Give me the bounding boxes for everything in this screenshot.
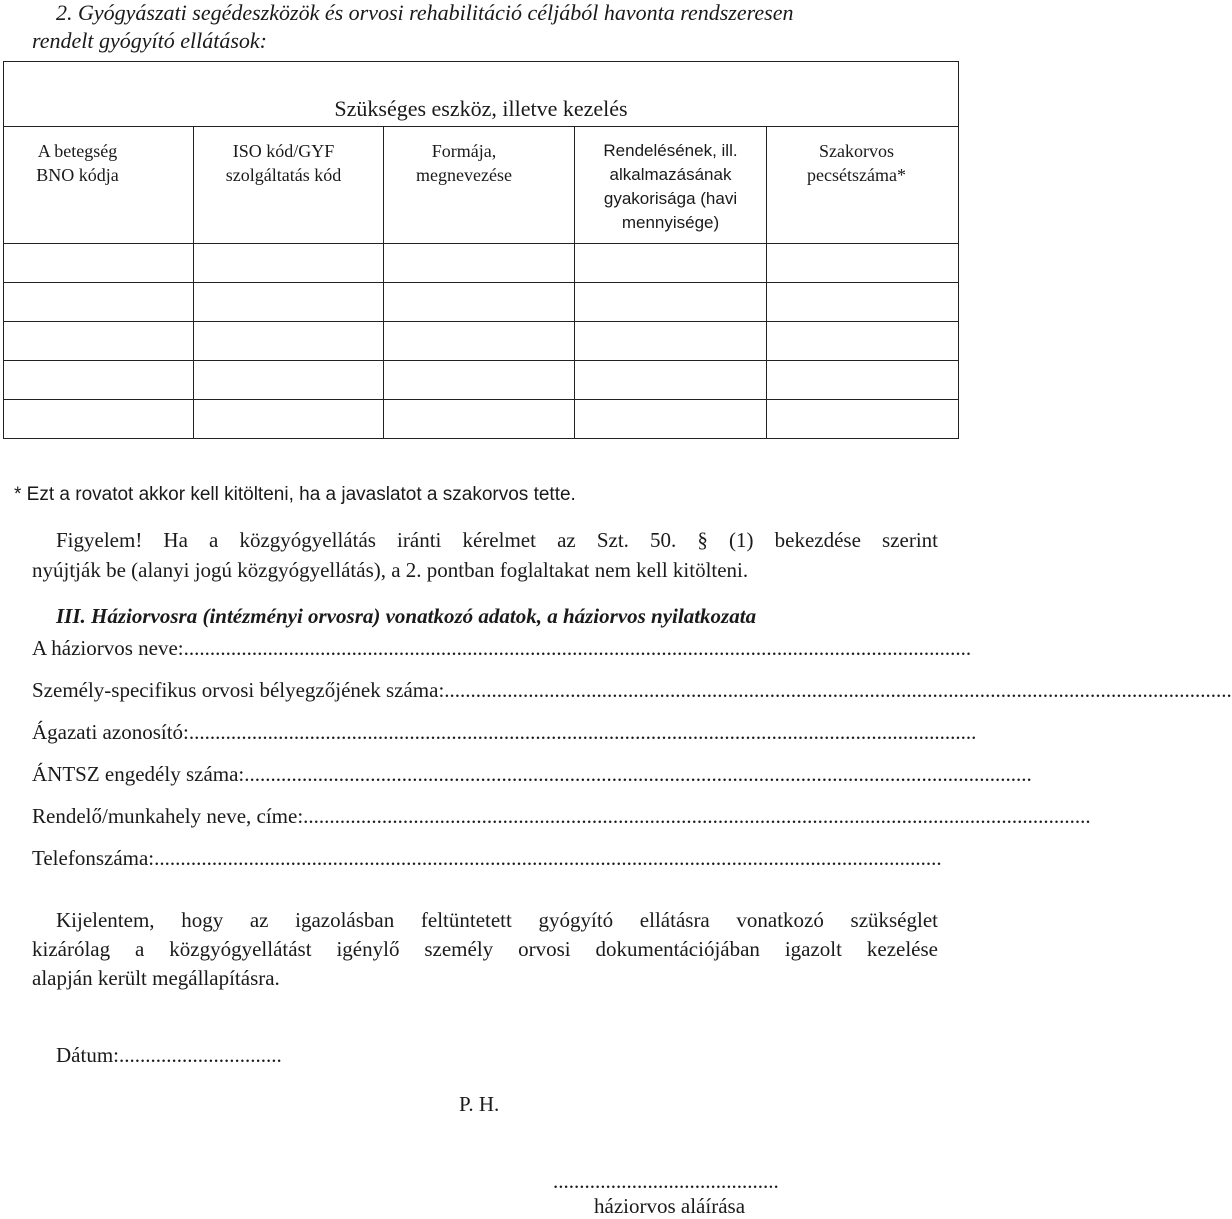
- field-office-address: [32, 803, 1091, 829]
- signature-label: háziorvos aláírása: [594, 1194, 746, 1218]
- column-header-iso: [194, 127, 384, 244]
- field-sector-id: [32, 719, 977, 745]
- table-cell[interactable]: [767, 322, 959, 361]
- table-cell[interactable]: [4, 361, 194, 400]
- field-phone: [32, 845, 942, 871]
- field-label: Ágazati azonosító:: [32, 720, 189, 744]
- stamp-placeholder: P. H.: [459, 1092, 500, 1116]
- table-cell[interactable]: [4, 322, 194, 361]
- table-cell[interactable]: [4, 400, 194, 439]
- column-header-label: A betegség BNO kódja: [36, 141, 119, 185]
- table-row: [4, 361, 959, 400]
- field-dots: ......................................................................................................................................................: [154, 846, 942, 870]
- signature-line: ...........................................: [553, 1169, 779, 1193]
- declaration-line2: [32, 936, 938, 962]
- table-cell[interactable]: [767, 283, 959, 322]
- field-dots: ......................................................................................................................................................: [244, 762, 1032, 786]
- declaration-line2-text: kizárólag a közgyógyellátást igénylő személy orvosi dokumentációjában igazolt kezelése: [32, 937, 938, 961]
- table-cell[interactable]: [194, 322, 384, 361]
- date-field: Dátum:...............................: [56, 1043, 282, 1067]
- table-cell[interactable]: [575, 322, 767, 361]
- table-cell[interactable]: [575, 244, 767, 283]
- field-dots: ......................................................................................................................................................: [183, 636, 972, 660]
- section-3-heading: [56, 603, 756, 629]
- table-cell[interactable]: [384, 400, 575, 439]
- field-label: A háziorvos neve:: [32, 636, 184, 660]
- table-cell[interactable]: [384, 283, 575, 322]
- column-header-label: ISO kód/GYF szolgáltatás kód: [225, 141, 342, 185]
- table-cell[interactable]: [384, 322, 575, 361]
- table-span-header: [4, 62, 959, 127]
- field-stamp-number: [32, 677, 1232, 703]
- table-cell[interactable]: [575, 283, 767, 322]
- table-cell[interactable]: [194, 361, 384, 400]
- table-cell[interactable]: [767, 400, 959, 439]
- declaration-line1: [56, 907, 938, 933]
- table-cell[interactable]: [194, 283, 384, 322]
- field-label: ÁNTSZ engedély száma:: [32, 762, 245, 786]
- field-antsz-license: [32, 761, 1032, 787]
- table-cell[interactable]: [194, 244, 384, 283]
- notice-line1: [56, 527, 938, 553]
- notice-line2: nyújtják be (alanyi jogú közgyógyellátás), a 2. pontban foglaltakat nem kell kitölteni.: [32, 558, 749, 582]
- table-cell[interactable]: [575, 400, 767, 439]
- column-header-frequency: [575, 127, 767, 244]
- field-label: Személy-specifikus orvosi bélyegzőjének száma:: [32, 678, 445, 702]
- table-row: [4, 400, 959, 439]
- declaration-line3: alapján került megállapításra.: [32, 966, 280, 990]
- column-header-stamp: [767, 127, 959, 244]
- notice-line1-text: Figyelem! Ha a közgyógyellátás iránti kérelmet az Szt. 50. § (1) bekezdése szerint: [56, 528, 938, 552]
- column-header-label: Szakorvos pecsétszáma*: [807, 141, 906, 185]
- table-row: [4, 244, 959, 283]
- treatments-table: [3, 61, 959, 439]
- declaration-line1-text: Kijelentem, hogy az igazolásban feltüntetett gyógyító ellátásra vonatkozó szükséglet: [56, 908, 938, 932]
- table-cell[interactable]: [4, 283, 194, 322]
- field-label: Telefonszáma:: [32, 846, 155, 870]
- table-cell[interactable]: [384, 361, 575, 400]
- table-cell[interactable]: [384, 244, 575, 283]
- footnote: * Ezt a rovatot akkor kell kitölteni, ha a javaslatot a szakorvos tette.: [14, 484, 576, 505]
- column-header-label: Formája, megnevezése: [416, 141, 512, 185]
- field-doctor-name: [32, 635, 972, 661]
- table-row: [4, 283, 959, 322]
- section-2-title-line1: 2. Gyógyászati segédeszközök és orvosi rehabilitáció céljából havonta rendszeresen: [56, 0, 794, 25]
- field-dots: ......................................................................................................................................................: [188, 720, 977, 744]
- field-label: Rendelő/munkahely neve, címe:: [32, 804, 304, 828]
- table-cell[interactable]: [767, 361, 959, 400]
- table-cell[interactable]: [194, 400, 384, 439]
- column-header-label: Rendelésének, ill. alkalmazásának gyakorisága (havi mennyisége): [603, 141, 738, 232]
- column-header-bno: [4, 127, 194, 244]
- section-3-number: III.: [56, 604, 86, 628]
- table-span-header-text: Szükséges eszköz, illetve kezelés: [334, 96, 628, 121]
- field-dots: ......................................................................................................................................................: [444, 678, 1232, 702]
- table-cell[interactable]: [4, 244, 194, 283]
- field-dots: ......................................................................................................................................................: [303, 804, 1091, 828]
- section-3-title: Háziorvosra (intézményi orvosra) vonatkozó adatok, a háziorvos nyilatkozata: [91, 604, 757, 628]
- table-cell[interactable]: [767, 244, 959, 283]
- column-header-form: [384, 127, 575, 244]
- table-row: [4, 322, 959, 361]
- section-2-title-line2: rendelt gyógyító ellátások:: [32, 28, 268, 53]
- table-cell[interactable]: [575, 361, 767, 400]
